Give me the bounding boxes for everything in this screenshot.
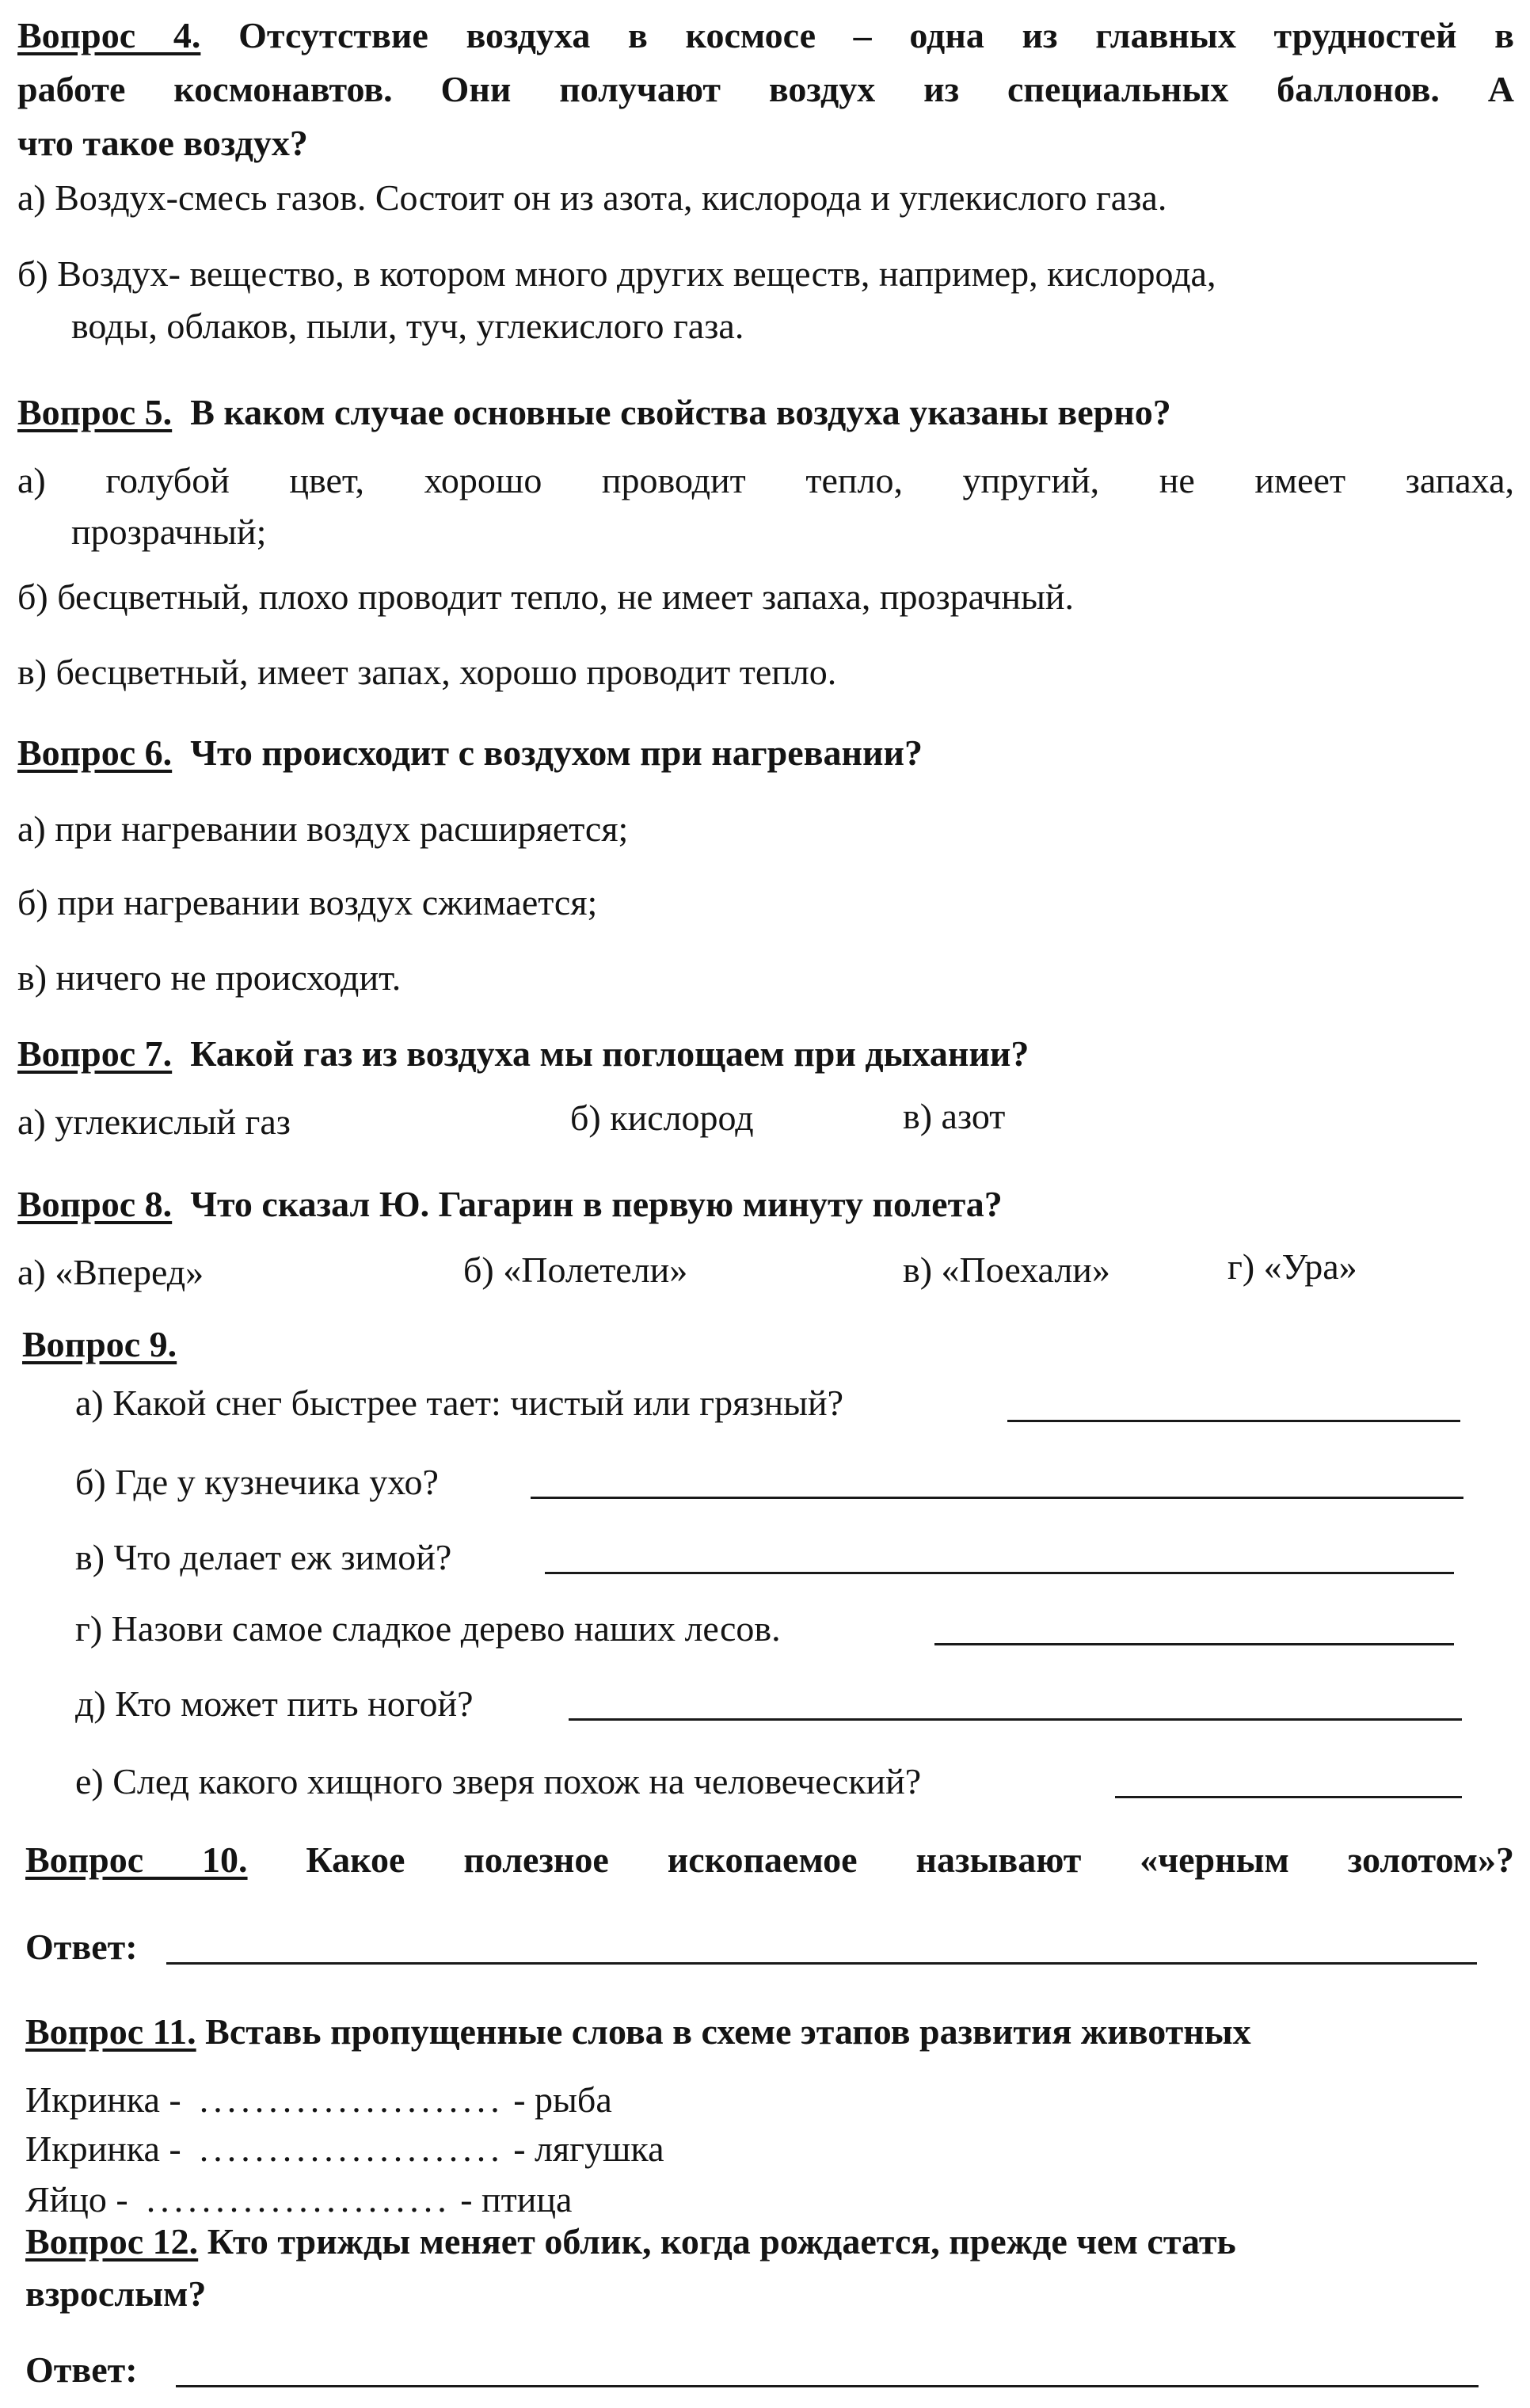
q9-sub-f: е) След какого хищного зверя похож на человеческий? — [75, 1761, 922, 1801]
q11-row3-blank[interactable]: ...................... — [146, 2179, 451, 2220]
q11-row3-end: - птица — [460, 2179, 573, 2220]
q11-row3-start: Яйцо - — [25, 2179, 128, 2220]
q7-option-a: а) углекислый газ — [17, 1101, 291, 1142]
q9-sub-e: д) Кто может пить ногой? — [75, 1683, 474, 1724]
q12-answer-line[interactable] — [176, 2385, 1479, 2387]
q11-row1-start: Икринка - — [25, 2079, 181, 2120]
q5-heading — [17, 388, 1171, 437]
q11-row2-blank[interactable]: ...................... — [199, 2128, 504, 2169]
q7-option-b: б) кислород — [570, 1097, 754, 1138]
q9-sub-b-answer-line[interactable] — [531, 1497, 1463, 1499]
q9-sub-e-answer-line[interactable] — [569, 1718, 1462, 1721]
q6-heading — [17, 728, 923, 778]
q5-option-a-line1: а) голубой цвет, хорошо проводит тепло, упругий, не имеет запаха, — [17, 460, 1514, 500]
q5-text: В каком случае основные свойства воздуха указаны верно? — [190, 392, 1171, 432]
q5-option-c: в) бесцветный, имеет запах, хорошо проводит тепло. — [17, 652, 837, 692]
q10-text: Какое полезное ископаемое называют «черным золотом»? — [306, 1839, 1515, 1880]
q4-text-line3: что такое воздух? — [17, 123, 308, 163]
q11-row2-start: Икринка - — [25, 2128, 181, 2169]
q10-answer-label: Ответ: — [25, 1927, 138, 1967]
q9-sub-d: г) Назови самое сладкое дерево наших лесов. — [75, 1608, 781, 1649]
q5-option-a-line2: прозрачный; — [71, 512, 267, 552]
q12-text-line2: взрослым? — [25, 2273, 207, 2314]
q12-heading-line1 — [25, 2217, 1236, 2266]
q10-answer-line[interactable] — [166, 1962, 1477, 1965]
q8-option-b: б) «Полетели» — [463, 1250, 688, 1290]
q7-number: Вопрос 7. — [17, 1033, 173, 1074]
q4-option-a: а) Воздух-смесь газов. Состоит он из азота, кислорода и углекислого газа. — [17, 177, 1167, 218]
q11-text: Вставь пропущенные слова в схеме этапов развития животных — [205, 2011, 1251, 2052]
q9-sub-c-answer-line[interactable] — [545, 1572, 1454, 1574]
q9-sub-c: в) Что делает еж зимой? — [75, 1537, 452, 1577]
q9-sub-f-answer-line[interactable] — [1115, 1796, 1462, 1798]
q4-text-line1: Отсутствие воздуха в космосе – одна из главных трудностей в — [238, 15, 1515, 55]
q5-option-b: б) бесцветный, плохо проводит тепло, не имеет запаха, прозрачный. — [17, 576, 1074, 617]
q11-row2 — [25, 2124, 664, 2174]
q6-option-a: а) при нагревании воздух расширяется; — [17, 808, 629, 849]
q6-option-b: б) при нагревании воздух сжимается; — [17, 882, 598, 922]
q10-heading — [25, 1835, 1514, 1885]
q5-number: Вопрос 5. — [17, 392, 173, 432]
q8-option-c: в) «Поехали» — [903, 1250, 1110, 1290]
q8-option-d: г) «Ура» — [1227, 1246, 1357, 1287]
q4-heading-line1 — [17, 11, 1514, 60]
q8-number: Вопрос 8. — [17, 1184, 173, 1224]
q10-number: Вопрос 10. — [25, 1839, 248, 1880]
q4-option-b-line1: б) Воздух- вещество, в котором много других веществ, например, кислорода, — [17, 253, 1216, 294]
q9-sub-b: б) Где у кузнечика ухо? — [75, 1462, 439, 1502]
q11-row1-blank[interactable]: ...................... — [199, 2079, 504, 2120]
q4-text-line2: работе космонавтов. Они получают воздух из специальных баллонов. А — [17, 69, 1514, 109]
q12-text-line1: Кто трижды меняет облик, когда рождается, прежде чем стать — [207, 2221, 1236, 2262]
q8-option-a: а) «Вперед» — [17, 1252, 204, 1292]
q11-row2-end: - лягушка — [513, 2128, 664, 2169]
q11-heading — [25, 2007, 1251, 2056]
q6-number: Вопрос 6. — [17, 732, 173, 773]
q12-number: Вопрос 12. — [25, 2221, 199, 2262]
q12-answer-label: Ответ: — [25, 2349, 138, 2390]
q8-text: Что сказал Ю. Гагарин в первую минуту полета? — [190, 1184, 1003, 1224]
q7-heading — [17, 1029, 1029, 1078]
q11-row1-end: - рыба — [513, 2079, 612, 2120]
q7-option-c: в) азот — [903, 1096, 1006, 1136]
q9-sub-a-answer-line[interactable] — [1007, 1420, 1460, 1422]
q6-text: Что происходит с воздухом при нагревании? — [190, 732, 923, 773]
q9-sub-d-answer-line[interactable] — [934, 1643, 1454, 1645]
q4-number: Вопрос 4. — [17, 15, 201, 55]
q6-option-c: в) ничего не происходит. — [17, 957, 402, 998]
q9-heading — [22, 1320, 177, 1369]
q9-number: Вопрос 9. — [22, 1324, 177, 1364]
q11-row1 — [25, 2075, 612, 2125]
q8-heading — [17, 1180, 1003, 1229]
q4-option-b-line2: воды, облаков, пыли, туч, углекислого газа. — [71, 306, 744, 346]
q9-sub-a: а) Какой снег быстрее тает: чистый или грязный? — [75, 1383, 844, 1423]
q7-text: Какой газ из воздуха мы поглощаем при дыхании? — [190, 1033, 1030, 1074]
q11-number: Вопрос 11. — [25, 2011, 196, 2052]
